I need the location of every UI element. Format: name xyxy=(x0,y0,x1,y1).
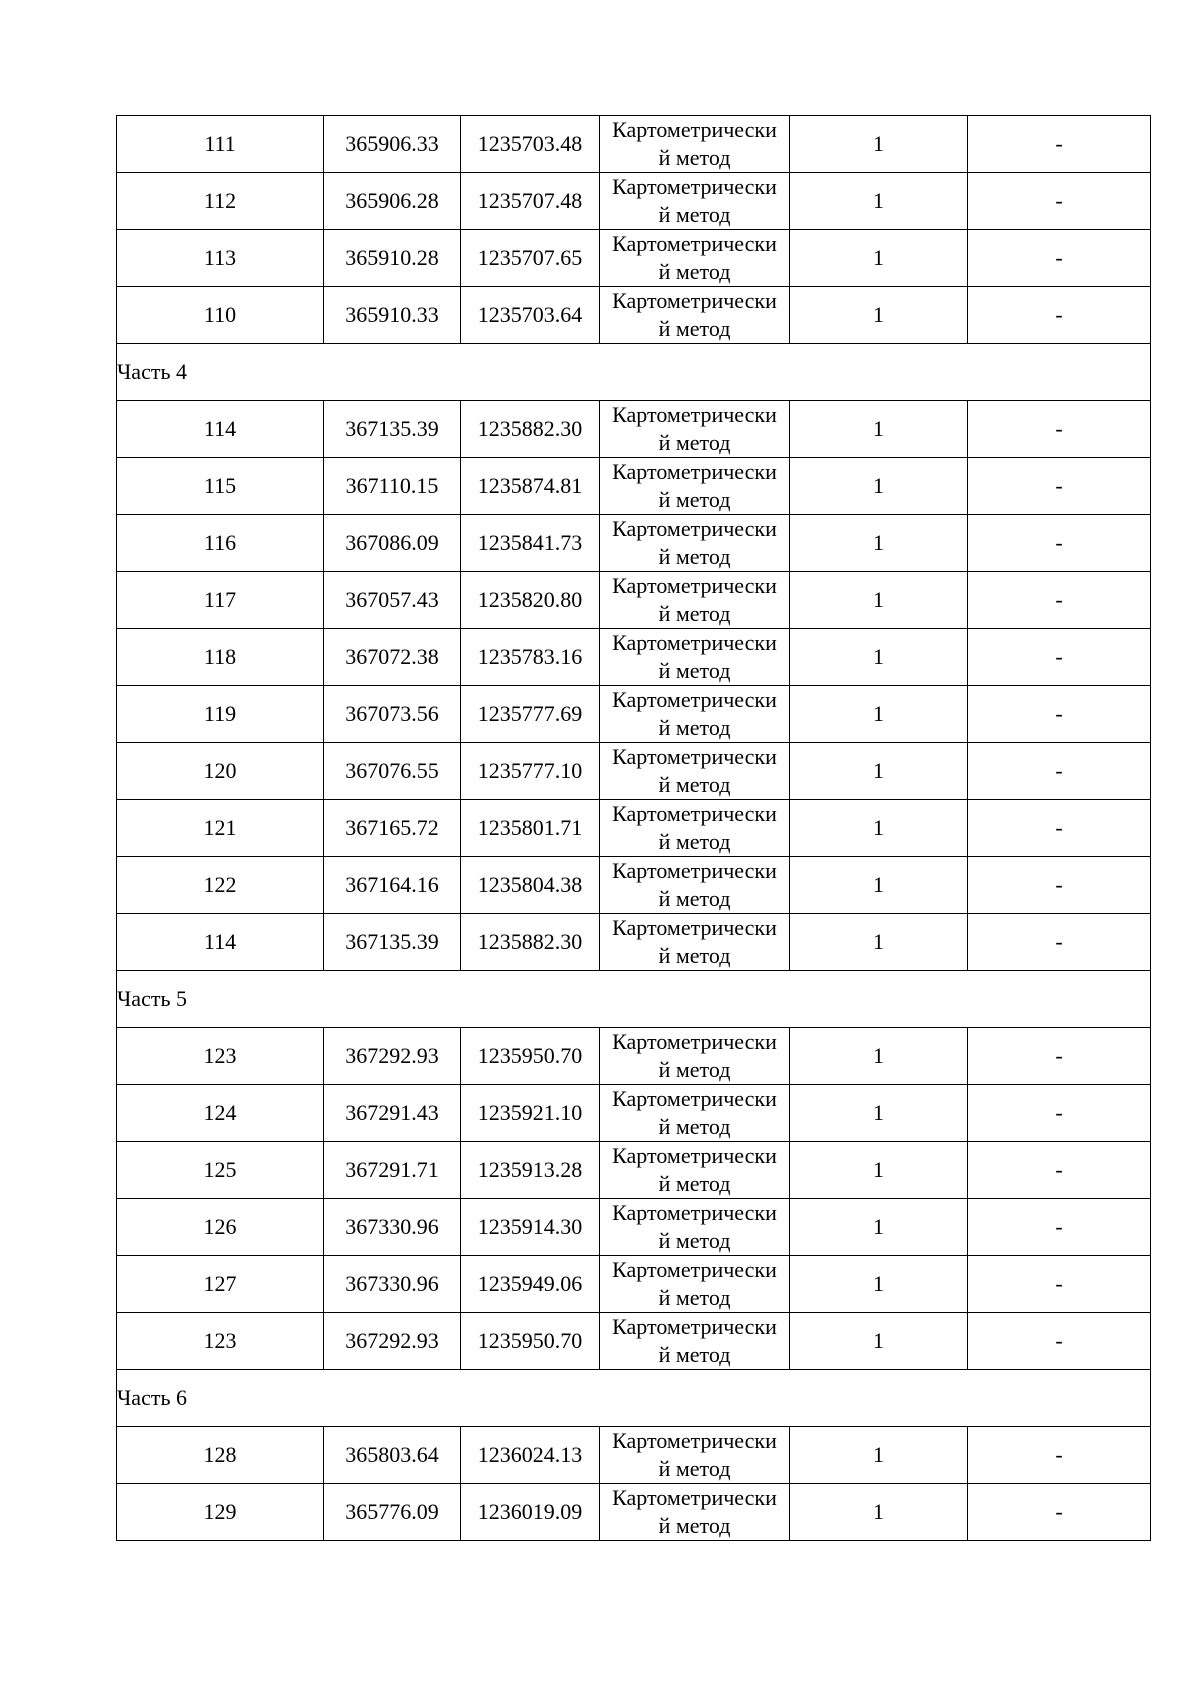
point-number-cell: 114 xyxy=(117,914,324,971)
y-coordinate-cell: 1235703.64 xyxy=(461,287,600,344)
method-cell xyxy=(600,1142,790,1199)
method-line-2: й метод xyxy=(658,1513,731,1538)
method-line-1: Картометрически xyxy=(612,744,777,769)
x-coordinate-cell: 367330.96 xyxy=(324,1199,461,1256)
method-line-2: й метод xyxy=(658,1342,731,1367)
accuracy-cell: 1 xyxy=(790,629,968,686)
point-number-cell: 114 xyxy=(117,401,324,458)
method-line-1: Картометрически xyxy=(612,117,777,142)
accuracy-cell: 1 xyxy=(790,1085,968,1142)
method-cell xyxy=(600,1427,790,1484)
table-row xyxy=(117,800,1151,857)
method-line-1: Картометрически xyxy=(612,1257,777,1282)
section-row xyxy=(117,344,1151,401)
x-coordinate-cell: 367291.43 xyxy=(324,1085,461,1142)
method-line-2: й метод xyxy=(658,1228,731,1253)
method-line-1: Картометрически xyxy=(612,1428,777,1453)
y-coordinate-cell: 1235783.16 xyxy=(461,629,600,686)
x-coordinate-cell: 365776.09 xyxy=(324,1484,461,1541)
note-cell: - xyxy=(968,1142,1151,1199)
x-coordinate-cell: 367330.96 xyxy=(324,1256,461,1313)
y-coordinate-cell: 1235949.06 xyxy=(461,1256,600,1313)
point-number-cell: 120 xyxy=(117,743,324,800)
method-cell xyxy=(600,1199,790,1256)
method-line-2: й метод xyxy=(658,1114,731,1139)
y-coordinate-cell: 1235950.70 xyxy=(461,1313,600,1370)
point-number-cell: 122 xyxy=(117,857,324,914)
accuracy-cell: 1 xyxy=(790,1199,968,1256)
method-line-2: й метод xyxy=(658,715,731,740)
y-coordinate-cell: 1235841.73 xyxy=(461,515,600,572)
method-line-2: й метод xyxy=(658,658,731,683)
y-coordinate-cell: 1235950.70 xyxy=(461,1028,600,1085)
point-number-cell: 126 xyxy=(117,1199,324,1256)
table-row xyxy=(117,230,1151,287)
table-row xyxy=(117,914,1151,971)
accuracy-cell: 1 xyxy=(790,1028,968,1085)
y-coordinate-cell: 1235820.80 xyxy=(461,572,600,629)
note-cell: - xyxy=(968,116,1151,173)
note-cell: - xyxy=(968,1256,1151,1313)
method-line-1: Картометрически xyxy=(612,402,777,427)
note-cell: - xyxy=(968,515,1151,572)
method-line-1: Картометрически xyxy=(612,858,777,883)
method-line-2: й метод xyxy=(658,943,731,968)
y-coordinate-cell: 1235914.30 xyxy=(461,1199,600,1256)
note-cell: - xyxy=(968,1199,1151,1256)
accuracy-cell: 1 xyxy=(790,173,968,230)
note-cell: - xyxy=(968,572,1151,629)
note-cell: - xyxy=(968,458,1151,515)
x-coordinate-cell: 365910.33 xyxy=(324,287,461,344)
method-cell xyxy=(600,857,790,914)
accuracy-cell: 1 xyxy=(790,686,968,743)
method-cell xyxy=(600,1028,790,1085)
table-row xyxy=(117,515,1151,572)
y-coordinate-cell: 1235874.81 xyxy=(461,458,600,515)
note-cell: - xyxy=(968,401,1151,458)
point-number-cell: 117 xyxy=(117,572,324,629)
table-row xyxy=(117,173,1151,230)
method-line-2: й метод xyxy=(658,886,731,911)
method-line-2: й метод xyxy=(658,259,731,284)
y-coordinate-cell: 1236019.09 xyxy=(461,1484,600,1541)
method-line-1: Картометрически xyxy=(612,1485,777,1510)
point-number-cell: 123 xyxy=(117,1028,324,1085)
method-line-2: й метод xyxy=(658,544,731,569)
table-row xyxy=(117,401,1151,458)
method-line-2: й метод xyxy=(658,316,731,341)
accuracy-cell: 1 xyxy=(790,287,968,344)
method-cell xyxy=(600,401,790,458)
method-line-1: Картометрически xyxy=(612,687,777,712)
accuracy-cell: 1 xyxy=(790,116,968,173)
accuracy-cell: 1 xyxy=(790,1484,968,1541)
y-coordinate-cell: 1235921.10 xyxy=(461,1085,600,1142)
point-number-cell: 116 xyxy=(117,515,324,572)
table-row xyxy=(117,1427,1151,1484)
accuracy-cell: 1 xyxy=(790,857,968,914)
method-cell xyxy=(600,173,790,230)
method-line-1: Картометрически xyxy=(612,231,777,256)
method-line-2: й метод xyxy=(658,145,731,170)
table-row xyxy=(117,1484,1151,1541)
method-cell xyxy=(600,287,790,344)
method-cell xyxy=(600,800,790,857)
method-cell xyxy=(600,1484,790,1541)
method-cell xyxy=(600,116,790,173)
method-line-2: й метод xyxy=(658,1285,731,1310)
x-coordinate-cell: 367076.55 xyxy=(324,743,461,800)
method-cell xyxy=(600,686,790,743)
note-cell: - xyxy=(968,1085,1151,1142)
x-coordinate-cell: 367135.39 xyxy=(324,401,461,458)
point-number-cell: 123 xyxy=(117,1313,324,1370)
accuracy-cell: 1 xyxy=(790,401,968,458)
method-cell xyxy=(600,458,790,515)
note-cell: - xyxy=(968,1427,1151,1484)
method-cell xyxy=(600,230,790,287)
method-line-2: й метод xyxy=(658,202,731,227)
table-row xyxy=(117,1256,1151,1313)
method-line-1: Картометрически xyxy=(612,801,777,826)
note-cell: - xyxy=(968,230,1151,287)
note-cell: - xyxy=(968,686,1151,743)
note-cell: - xyxy=(968,629,1151,686)
point-number-cell: 119 xyxy=(117,686,324,743)
table-row xyxy=(117,686,1151,743)
method-line-2: й метод xyxy=(658,772,731,797)
table-row xyxy=(117,629,1151,686)
method-line-2: й метод xyxy=(658,829,731,854)
section-label: Часть 5 xyxy=(117,971,1151,1028)
accuracy-cell: 1 xyxy=(790,743,968,800)
note-cell: - xyxy=(968,1484,1151,1541)
method-line-1: Картометрически xyxy=(612,459,777,484)
accuracy-cell: 1 xyxy=(790,1256,968,1313)
x-coordinate-cell: 367292.93 xyxy=(324,1313,461,1370)
accuracy-cell: 1 xyxy=(790,458,968,515)
method-line-1: Картометрически xyxy=(612,915,777,940)
method-line-1: Картометрически xyxy=(612,1143,777,1168)
method-line-1: Картометрически xyxy=(612,630,777,655)
accuracy-cell: 1 xyxy=(790,515,968,572)
method-line-1: Картометрически xyxy=(612,1086,777,1111)
x-coordinate-cell: 365906.28 xyxy=(324,173,461,230)
table-row xyxy=(117,1028,1151,1085)
x-coordinate-cell: 367291.71 xyxy=(324,1142,461,1199)
y-coordinate-cell: 1235882.30 xyxy=(461,401,600,458)
accuracy-cell: 1 xyxy=(790,1427,968,1484)
x-coordinate-cell: 367135.39 xyxy=(324,914,461,971)
method-cell xyxy=(600,1085,790,1142)
method-cell xyxy=(600,572,790,629)
accuracy-cell: 1 xyxy=(790,1142,968,1199)
method-cell xyxy=(600,743,790,800)
method-line-1: Картометрически xyxy=(612,1029,777,1054)
method-cell xyxy=(600,629,790,686)
method-line-1: Картометрически xyxy=(612,174,777,199)
note-cell: - xyxy=(968,287,1151,344)
y-coordinate-cell: 1235777.69 xyxy=(461,686,600,743)
point-number-cell: 112 xyxy=(117,173,324,230)
y-coordinate-cell: 1235801.71 xyxy=(461,800,600,857)
y-coordinate-cell: 1235913.28 xyxy=(461,1142,600,1199)
method-line-1: Картометрически xyxy=(612,288,777,313)
method-line-2: й метод xyxy=(658,1057,731,1082)
x-coordinate-cell: 367110.15 xyxy=(324,458,461,515)
note-cell: - xyxy=(968,743,1151,800)
note-cell: - xyxy=(968,1313,1151,1370)
point-number-cell: 124 xyxy=(117,1085,324,1142)
method-line-2: й метод xyxy=(658,430,731,455)
accuracy-cell: 1 xyxy=(790,572,968,629)
method-cell xyxy=(600,1313,790,1370)
y-coordinate-cell: 1235804.38 xyxy=(461,857,600,914)
table-row xyxy=(117,572,1151,629)
x-coordinate-cell: 367165.72 xyxy=(324,800,461,857)
method-cell xyxy=(600,1256,790,1313)
point-number-cell: 121 xyxy=(117,800,324,857)
accuracy-cell: 1 xyxy=(790,800,968,857)
note-cell: - xyxy=(968,914,1151,971)
accuracy-cell: 1 xyxy=(790,1313,968,1370)
method-line-1: Картометрически xyxy=(612,573,777,598)
method-line-1: Картометрически xyxy=(612,516,777,541)
table-row xyxy=(117,1085,1151,1142)
method-cell xyxy=(600,515,790,572)
table-row xyxy=(117,1199,1151,1256)
y-coordinate-cell: 1235777.10 xyxy=(461,743,600,800)
point-number-cell: 115 xyxy=(117,458,324,515)
x-coordinate-cell: 365910.28 xyxy=(324,230,461,287)
point-number-cell: 128 xyxy=(117,1427,324,1484)
method-line-1: Картометрически xyxy=(612,1200,777,1225)
method-line-1: Картометрически xyxy=(612,1314,777,1339)
x-coordinate-cell: 367072.38 xyxy=(324,629,461,686)
method-cell xyxy=(600,914,790,971)
note-cell: - xyxy=(968,1028,1151,1085)
table-row xyxy=(117,1142,1151,1199)
x-coordinate-cell: 367057.43 xyxy=(324,572,461,629)
y-coordinate-cell: 1235707.65 xyxy=(461,230,600,287)
x-coordinate-cell: 367292.93 xyxy=(324,1028,461,1085)
method-line-2: й метод xyxy=(658,1456,731,1481)
table-row xyxy=(117,1313,1151,1370)
x-coordinate-cell: 365906.33 xyxy=(324,116,461,173)
method-line-2: й метод xyxy=(658,487,731,512)
point-number-cell: 111 xyxy=(117,116,324,173)
note-cell: - xyxy=(968,857,1151,914)
point-number-cell: 113 xyxy=(117,230,324,287)
table-row xyxy=(117,743,1151,800)
accuracy-cell: 1 xyxy=(790,230,968,287)
method-line-2: й метод xyxy=(658,601,731,626)
note-cell: - xyxy=(968,173,1151,230)
table-row xyxy=(117,116,1151,173)
coordinates-table-body xyxy=(117,116,1151,1541)
method-line-2: й метод xyxy=(658,1171,731,1196)
x-coordinate-cell: 365803.64 xyxy=(324,1427,461,1484)
note-cell: - xyxy=(968,800,1151,857)
section-label: Часть 4 xyxy=(117,344,1151,401)
table-row xyxy=(117,287,1151,344)
y-coordinate-cell: 1235707.48 xyxy=(461,173,600,230)
y-coordinate-cell: 1235703.48 xyxy=(461,116,600,173)
table-row xyxy=(117,458,1151,515)
section-row xyxy=(117,1370,1151,1427)
point-number-cell: 118 xyxy=(117,629,324,686)
section-row xyxy=(117,971,1151,1028)
coordinates-table xyxy=(116,115,1151,1541)
x-coordinate-cell: 367164.16 xyxy=(324,857,461,914)
y-coordinate-cell: 1235882.30 xyxy=(461,914,600,971)
accuracy-cell: 1 xyxy=(790,914,968,971)
point-number-cell: 129 xyxy=(117,1484,324,1541)
point-number-cell: 127 xyxy=(117,1256,324,1313)
point-number-cell: 110 xyxy=(117,287,324,344)
table-row xyxy=(117,857,1151,914)
section-label: Часть 6 xyxy=(117,1370,1151,1427)
x-coordinate-cell: 367073.56 xyxy=(324,686,461,743)
x-coordinate-cell: 367086.09 xyxy=(324,515,461,572)
y-coordinate-cell: 1236024.13 xyxy=(461,1427,600,1484)
point-number-cell: 125 xyxy=(117,1142,324,1199)
